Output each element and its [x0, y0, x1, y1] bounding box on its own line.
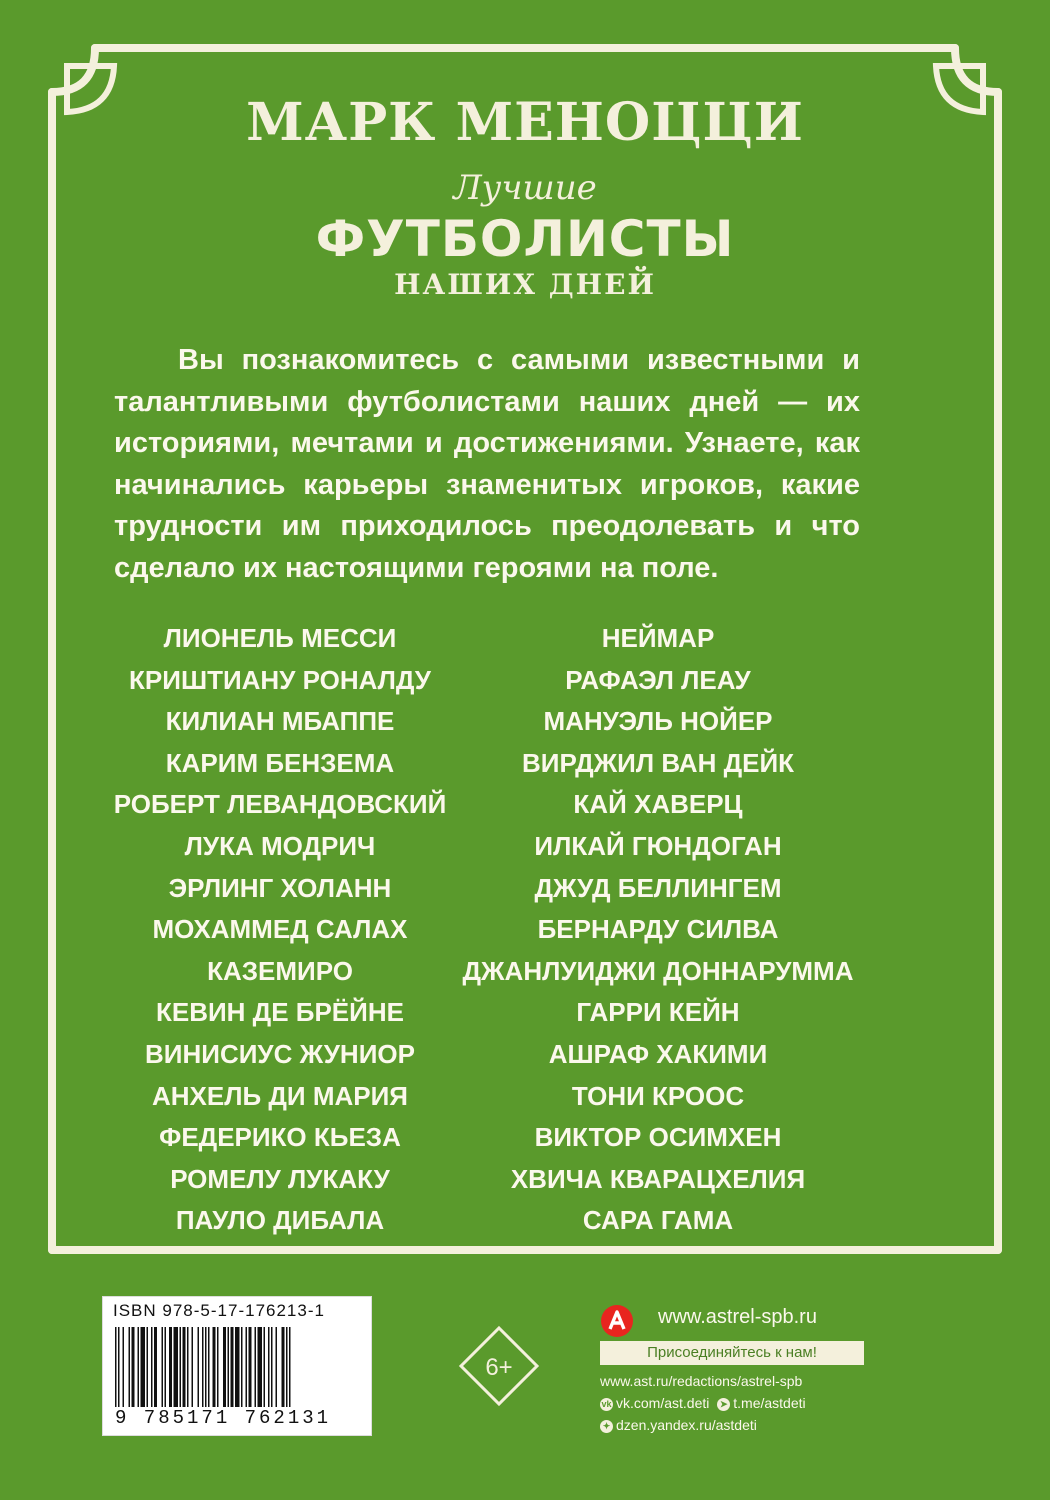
dzen-link[interactable]: dzen.yandex.ru/astdeti: [616, 1417, 757, 1433]
players-list-right: [458, 618, 858, 1242]
player-name: АНХЕЛЬ ДИ МАРИЯ: [152, 1080, 408, 1111]
isbn-text: ISBN 978-5-17-176213-1: [113, 1301, 325, 1320]
age-rating-badge: [458, 1325, 540, 1407]
player-name: ФЕДЕРИКО КЬЕЗА: [159, 1122, 401, 1153]
dzen-icon: ✦: [600, 1420, 613, 1433]
barcode-digits: 9 785171 762131: [115, 1407, 332, 1429]
player-name: САРА ГАМА: [582, 1205, 734, 1236]
telegram-link[interactable]: t.me/astdeti: [733, 1395, 806, 1411]
player-name: ДЖУД БЕЛЛИНГЕМ: [534, 872, 782, 903]
player-name: ИЛКАЙ ГЮНДОГАН: [534, 830, 782, 861]
book-subtitle: НАШИХ ДНЕЙ: [394, 268, 656, 301]
player-name: КИЛИАН МБАППЕ: [165, 706, 395, 737]
player-name: КАЗЕМИРО: [207, 955, 353, 986]
social-row-ast: [600, 1371, 802, 1391]
barcode-icon: [113, 1327, 361, 1407]
author-name: МАРК МЕНОЦЦИ: [246, 92, 804, 153]
player-name: ВИКТОР ОСИМХЕН: [534, 1122, 782, 1153]
player-name: МАНУЭЛЬ НОЙЕР: [543, 706, 773, 737]
player-name: МОХАММЕД САЛАХ: [152, 914, 408, 945]
publisher-website-link[interactable]: www.astrel-spb.ru: [658, 1306, 817, 1328]
book-title: ФУТБОЛИСТЫ: [315, 210, 735, 268]
telegram-icon: ➤: [717, 1398, 730, 1411]
player-name: ВИНИСИУС ЖУНИОР: [145, 1038, 415, 1069]
players-list-left: [80, 618, 480, 1242]
age-rating-text: 6+: [485, 1354, 513, 1381]
player-name: ЛУКА МОДРИЧ: [184, 830, 376, 861]
player-name: НЕЙМАР: [601, 623, 715, 653]
title-script-word: Лучшие: [453, 168, 597, 208]
vk-icon: vk: [601, 1398, 612, 1409]
social-row-dzen: [600, 1415, 757, 1435]
player-name: ГАРРИ КЕЙН: [576, 997, 740, 1028]
player-name: ЛИОНЕЛЬ МЕССИ: [163, 623, 397, 653]
player-name: РОБЕРТ ЛЕВАНДОВСКИЙ: [113, 789, 447, 820]
player-name: ДЖАНЛУИДЖИ ДОННАРУММА: [462, 955, 854, 986]
player-name: КАРИМ БЕНЗЕМА: [165, 747, 395, 778]
player-name: ЭРЛИНГ ХОЛАНН: [168, 872, 392, 903]
player-name: ХВИЧА КВАРАЦХЕЛИЯ: [510, 1163, 806, 1194]
player-name: ТОНИ КРООС: [571, 1080, 745, 1111]
player-name: ВИРДЖИЛ ВАН ДЕЙК: [521, 747, 795, 778]
player-name: РОМЕЛУ ЛУКАКУ: [170, 1163, 390, 1194]
barcode-panel: [102, 1296, 372, 1436]
player-name: АШРАФ ХАКИМИ: [548, 1038, 768, 1069]
player-name: РАФАЭЛ ЛЕАУ: [565, 664, 751, 695]
player-name: КЕВИН ДЕ БРЁЙНЕ: [156, 997, 404, 1028]
ast-logo-icon: [600, 1304, 634, 1338]
book-description: Вы познакомитесь с самыми известными и талантливыми футболистами наших дней — их историями, мечтами и достижениями. Узнаете, как начинались карьеры знаменитых игроков, какие трудности им приходилось преодолевать и что сделало их настоящими героями на поле.: [114, 344, 860, 584]
player-name: ПАУЛО ДИБАЛА: [175, 1205, 385, 1236]
vk-link[interactable]: vk.com/ast.deti: [616, 1395, 710, 1411]
player-name: БЕРНАРДУ СИЛВА: [537, 914, 779, 945]
join-us-banner: Присоединяйтесь к нам!: [600, 1341, 864, 1365]
ast-redactions-link[interactable]: www.ast.ru/redactions/astrel-spb: [600, 1373, 803, 1389]
social-row-vk-tg: [600, 1393, 806, 1413]
player-name: КРИШТИАНУ РОНАЛДУ: [129, 664, 431, 695]
player-name: КАЙ ХАВЕРЦ: [573, 789, 743, 820]
